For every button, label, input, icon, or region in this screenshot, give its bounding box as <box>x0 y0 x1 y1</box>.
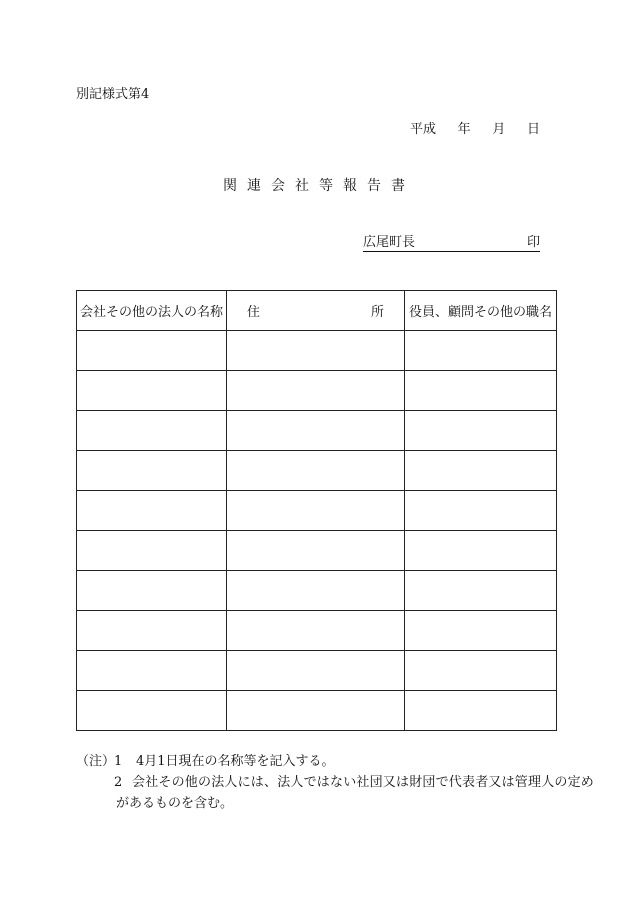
address-cell[interactable] <box>227 331 405 371</box>
header-position: 役員、顧問その他の職名 <box>405 291 557 331</box>
address-cell[interactable] <box>227 571 405 611</box>
position-cell[interactable] <box>405 411 557 451</box>
company-name-cell[interactable] <box>77 691 227 731</box>
note-2-text: 会社その他の法人には、法人ではない社団又は財団で代表者又は管理人の定め <box>132 775 595 790</box>
address-cell[interactable] <box>227 611 405 651</box>
company-name-cell[interactable] <box>77 651 227 691</box>
address-cell[interactable] <box>227 371 405 411</box>
note-2-continuation: があるものを含む。 <box>116 796 234 811</box>
company-name-cell[interactable] <box>77 531 227 571</box>
table-row <box>77 571 557 611</box>
note-1-number: 1 <box>114 754 123 769</box>
company-name-cell[interactable] <box>77 411 227 451</box>
table-row <box>77 331 557 371</box>
company-name-cell[interactable] <box>77 571 227 611</box>
position-cell[interactable] <box>405 371 557 411</box>
table-row <box>77 371 557 411</box>
title-char: 連 <box>247 178 261 194</box>
date-month: 月 <box>492 122 506 137</box>
title-char: 報 <box>343 178 357 194</box>
table-header-row <box>77 291 557 331</box>
address-cell[interactable] <box>227 691 405 731</box>
title-char: 等 <box>319 178 333 194</box>
addressee-name: 広尾町長 <box>363 235 416 250</box>
address-cell[interactable] <box>227 451 405 491</box>
position-cell[interactable] <box>405 451 557 491</box>
table-row <box>77 531 557 571</box>
position-cell[interactable] <box>405 691 557 731</box>
company-name-cell[interactable] <box>77 371 227 411</box>
company-name-cell[interactable] <box>77 491 227 531</box>
position-cell[interactable] <box>405 571 557 611</box>
title-char: 社 <box>295 178 309 194</box>
table-row <box>77 491 557 531</box>
related-company-table <box>76 290 557 731</box>
note-2-number: 2 <box>114 775 123 790</box>
notes-label: （注） <box>76 754 116 769</box>
address-cell[interactable] <box>227 531 405 571</box>
header-address-right: 所 <box>370 305 384 320</box>
table-row <box>77 691 557 731</box>
date-line <box>410 122 540 138</box>
header-company-name: 会社その他の法人の名称 <box>77 291 227 331</box>
address-cell[interactable] <box>227 651 405 691</box>
header-address <box>227 291 405 331</box>
title-char: 会 <box>271 178 285 194</box>
title-char: 書 <box>391 178 405 194</box>
form-number: 別記様式第4 <box>76 87 150 102</box>
document-title <box>200 178 428 194</box>
table-row <box>77 451 557 491</box>
company-name-cell[interactable] <box>77 331 227 371</box>
table-row <box>77 611 557 651</box>
table-row <box>77 651 557 691</box>
position-cell[interactable] <box>405 331 557 371</box>
date-year: 年 <box>457 122 471 137</box>
addressee-line <box>363 235 540 252</box>
date-day: 日 <box>526 122 540 137</box>
position-cell[interactable] <box>405 531 557 571</box>
position-cell[interactable] <box>405 611 557 651</box>
company-name-cell[interactable] <box>77 611 227 651</box>
table-row <box>77 411 557 451</box>
address-cell[interactable] <box>227 411 405 451</box>
title-char: 告 <box>367 178 381 194</box>
seal-mark: 印 <box>526 235 540 250</box>
position-cell[interactable] <box>405 491 557 531</box>
position-cell[interactable] <box>405 651 557 691</box>
date-era: 平成 <box>410 122 437 137</box>
address-cell[interactable] <box>227 491 405 531</box>
title-char: 関 <box>223 178 237 194</box>
company-name-cell[interactable] <box>77 451 227 491</box>
note-1-text: 4月1日現在の名称等を記入する。 <box>136 754 335 769</box>
header-address-left: 住 <box>247 305 261 320</box>
